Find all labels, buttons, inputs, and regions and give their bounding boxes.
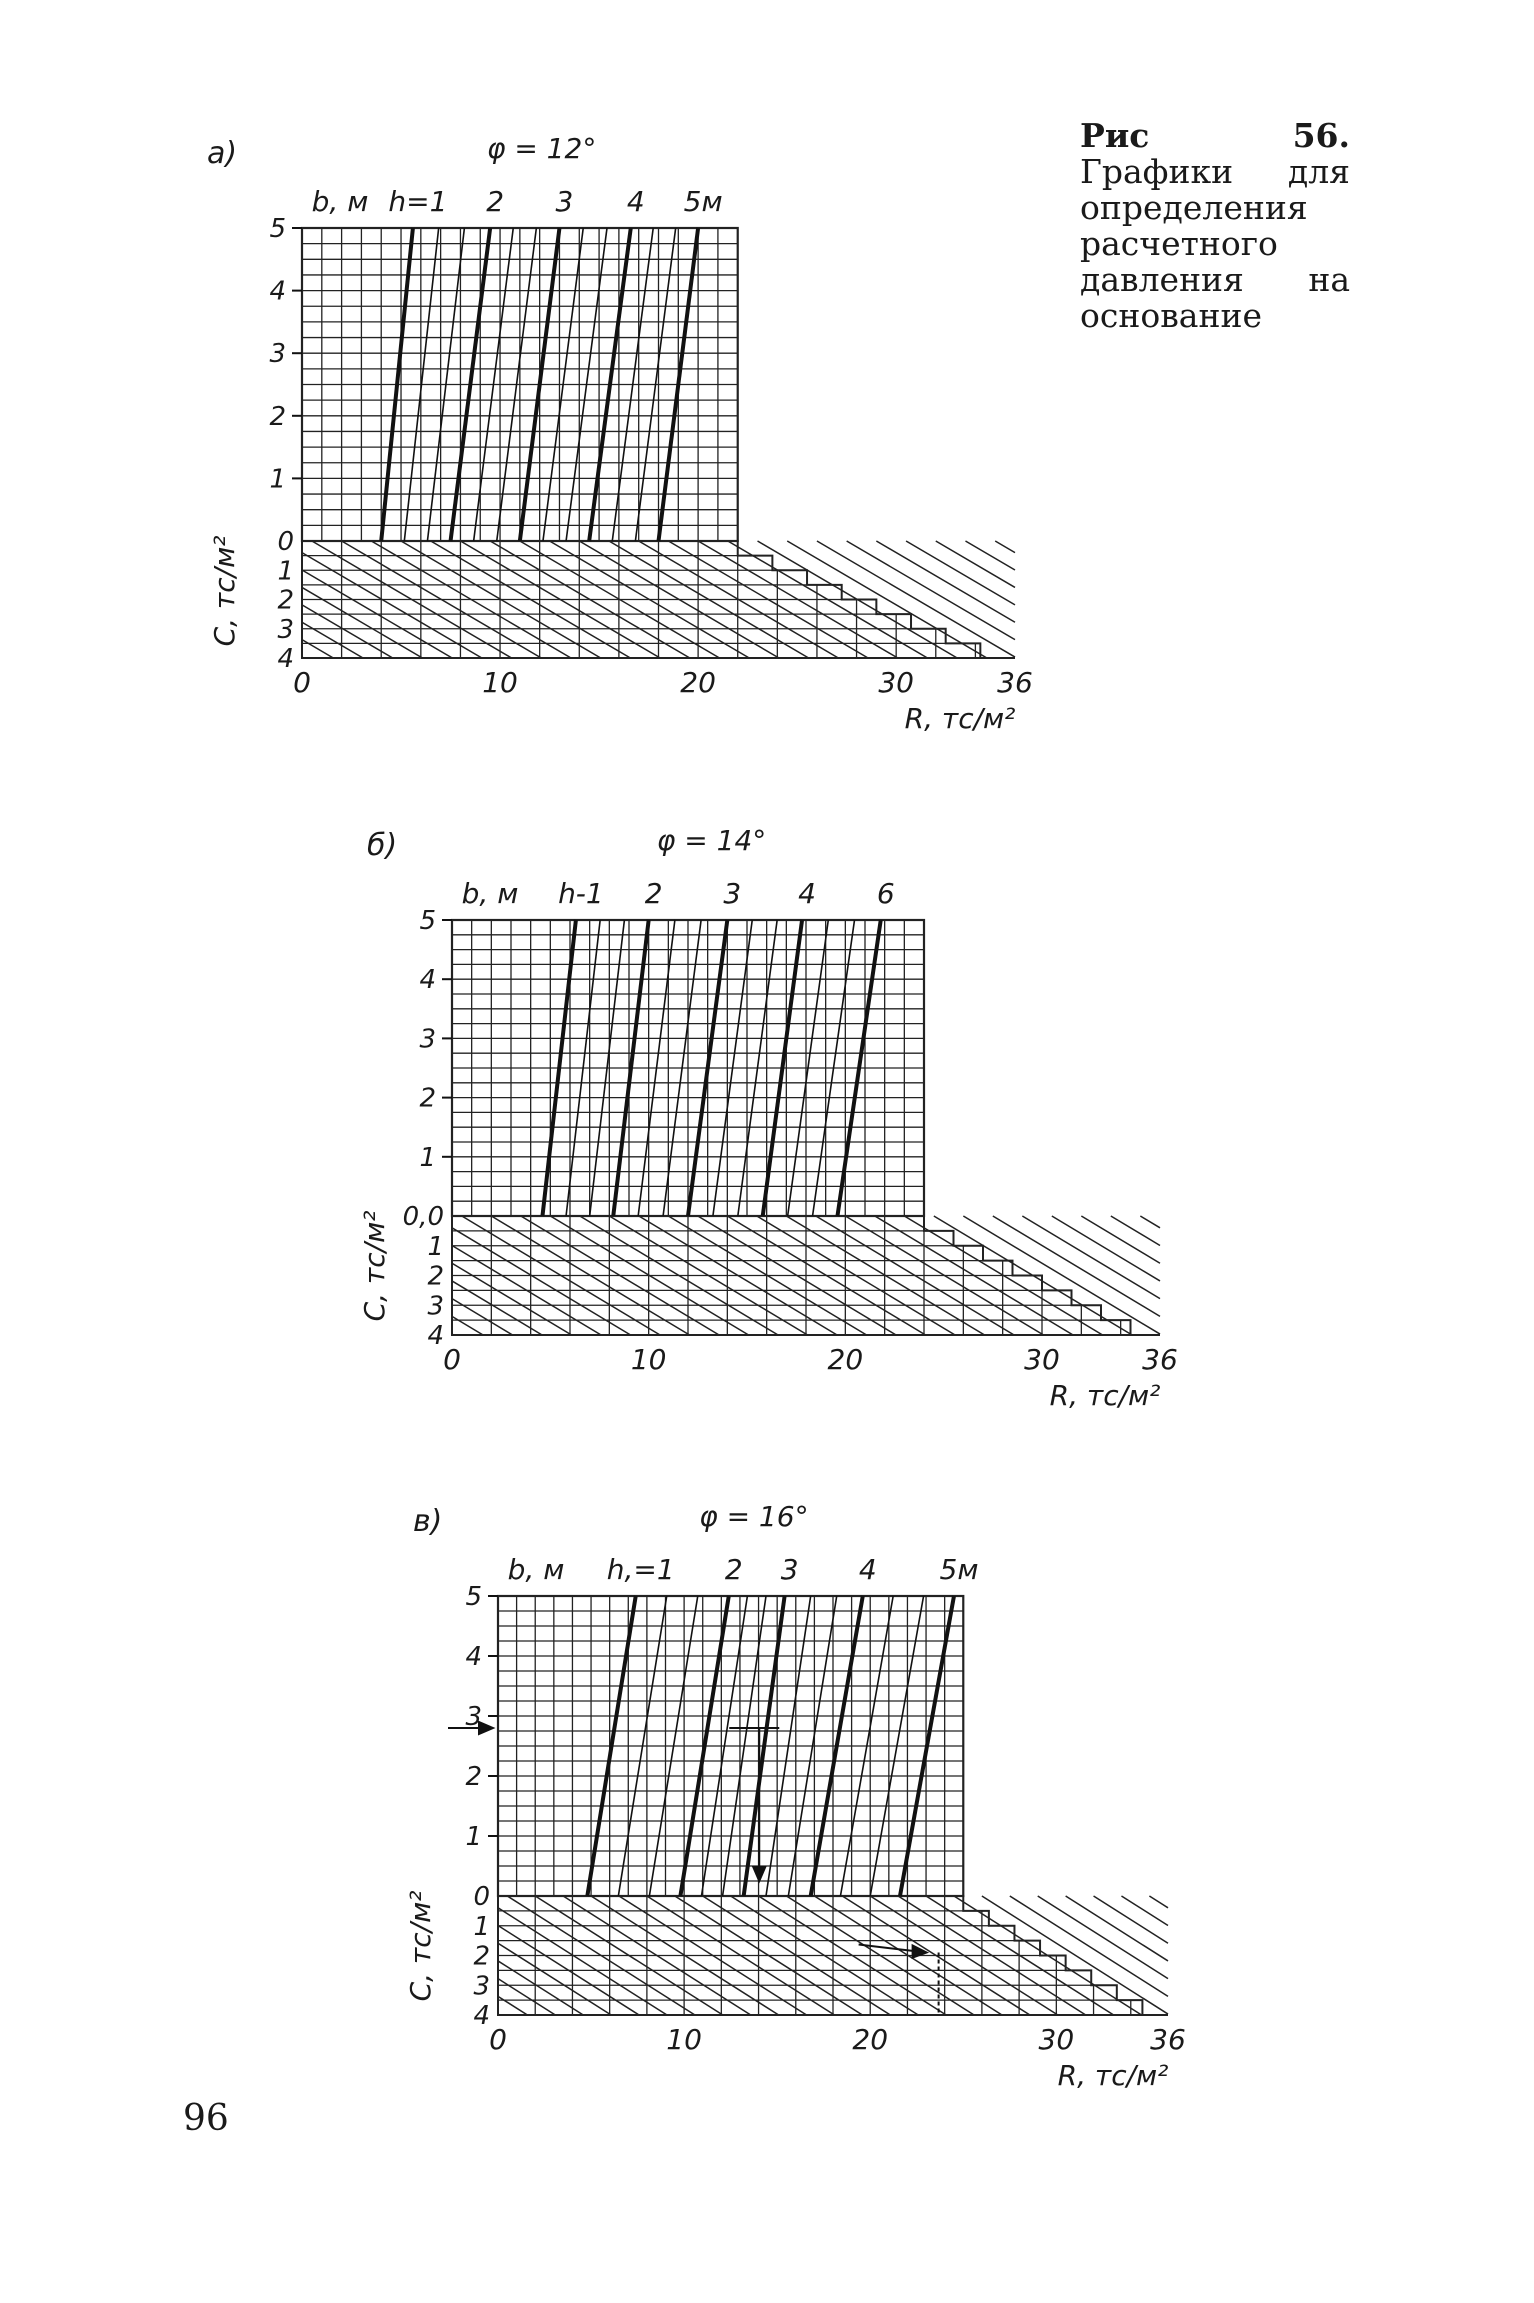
h-label-5: 6 (876, 877, 895, 910)
y-ticks (442, 920, 452, 1157)
upper-grid (452, 920, 924, 1216)
upper-y-tick-label: 2 (465, 1762, 482, 1792)
c-diagonal-line (498, 2014, 499, 2015)
c-diagonal-line (302, 657, 304, 658)
upper-y-tick-label: 5 (419, 906, 436, 936)
caption-text: Графики для определения расчетного давления на основание (1080, 152, 1350, 335)
y-axis-label: С, тс/м² (404, 1890, 437, 2002)
c-diagonal-line (302, 553, 482, 658)
top-axis-label: b, м (311, 185, 369, 218)
panel-label: в) (413, 1504, 443, 1539)
h-label-5: 5м (683, 185, 723, 218)
h-label-1: h-1 (558, 877, 604, 910)
y-ticks (488, 1596, 498, 1836)
x-tick-label: 36 (997, 666, 1033, 699)
c-diagonal-line (936, 541, 1015, 587)
nomogram-panel-2 (358, 824, 1178, 1412)
c-diagonal-line (452, 1299, 513, 1335)
x-tick-label: 30 (878, 666, 914, 699)
lower-y-tick-label: 0 (277, 527, 294, 557)
x-tick-label: 30 (1024, 1343, 1060, 1376)
upper-y-tick-label: 1 (269, 464, 286, 495)
x-tick-label: 10 (666, 2023, 702, 2056)
c-diagonal-line (498, 1996, 527, 2015)
h-label-3: 3 (723, 877, 742, 910)
panel-label: б) (367, 828, 398, 863)
c-diagonal-line (1111, 1216, 1160, 1246)
panel-title: φ = 14° (656, 824, 767, 857)
lower-y-tick-label: 3 (427, 1291, 444, 1322)
h-label-4: 4 (626, 185, 645, 218)
nomogram-panel-1 (207, 132, 1033, 735)
c-diagonal-line (1149, 1896, 1168, 1908)
c-diagonal-line (452, 1263, 572, 1335)
lower-y-tick-label: 1 (473, 1911, 490, 1942)
lower-y-tick-label: 2 (473, 1941, 490, 1972)
c-diagonal-line (302, 605, 393, 658)
c-diagonal-line (1140, 1216, 1160, 1228)
x-tick-label: 0 (443, 1343, 461, 1376)
c-diagonal-line (1081, 1216, 1160, 1263)
x-tick-label: 0 (293, 666, 311, 699)
h-label-4: 4 (798, 877, 816, 910)
upper-y-tick-label: 3 (419, 1024, 436, 1055)
h-label-4: 4 (858, 1553, 877, 1586)
lower-y-tick-label: 4 (473, 2001, 490, 2031)
x-tick-label: 10 (630, 1343, 667, 1376)
x-axis-label: R, тс/м² (1057, 2059, 1169, 2092)
h-label-2: 2 (644, 877, 663, 910)
c-diagonal-line (302, 640, 333, 658)
c-diagonal-line (1094, 1896, 1168, 1943)
c-diagonal-line (1052, 1216, 1160, 1281)
c-diagonal-line (906, 541, 1015, 605)
upper-y-tick-label: 3 (269, 339, 286, 370)
upper-y-tick-label: 3 (465, 1702, 482, 1732)
c-diagonal-line (498, 1908, 667, 2015)
x-tick-label: 0 (489, 2023, 507, 2056)
c-diagonal-line (876, 541, 1015, 622)
page-number: 96 (183, 2098, 229, 2139)
c-diagonal-line (452, 1281, 542, 1335)
lower-y-tick-label: 1 (427, 1231, 444, 1262)
c-diagonal-line (498, 1979, 555, 2015)
x-tick-label: 20 (827, 1343, 864, 1376)
upper-y-tick-label: 5 (465, 1582, 482, 1612)
lower-grid (498, 1896, 1168, 2015)
c-diagonal-line (498, 1943, 611, 2015)
lower-y-tick-label: 4 (427, 1321, 444, 1351)
x-tick-label: 10 (482, 666, 518, 699)
c-diagonal-line (452, 1228, 631, 1335)
example-arrowhead-down (753, 1867, 765, 1881)
y-axis-label: С, тс/м² (208, 535, 241, 647)
lower-y-tick-label: 2 (277, 585, 294, 616)
h-label-3: 3 (555, 185, 574, 218)
x-axis-label: R, тс/м² (904, 702, 1016, 735)
h-label-1: h=1 (388, 185, 448, 218)
lower-y-tick-label: 3 (473, 1971, 490, 2002)
lower-y-tick-label: 3 (277, 614, 294, 645)
example-arrows (448, 1722, 939, 2013)
top-axis-label: b, м (461, 877, 519, 910)
lower-y-tick-label: 2 (427, 1261, 444, 1292)
c-diagonal-line (995, 541, 1015, 553)
c-diagonal-line (452, 1334, 454, 1335)
lower-y-tick-label: 4 (277, 644, 294, 674)
caption-number: Рис 56. (1080, 116, 1350, 155)
panel-title: φ = 12° (486, 132, 597, 165)
h-label-1: h,=1 (606, 1553, 675, 1586)
upper-y-tick-label: 2 (419, 1083, 436, 1114)
h-label-2: 2 (486, 185, 505, 218)
y-ticks (292, 228, 302, 478)
panel-label: а) (207, 136, 238, 171)
x-tick-label: 20 (852, 2023, 889, 2056)
c-diagonal-line (302, 587, 422, 658)
upper-y-tick-label: 4 (269, 276, 286, 307)
upper-grid (302, 228, 738, 541)
y-axis-label: С, тс/м² (358, 1210, 391, 1322)
upper-y-tick-label: 4 (419, 965, 436, 996)
c-diagonal-line (498, 1961, 583, 2015)
lower-grid (452, 1216, 1160, 1335)
x-tick-label: 30 (1038, 2023, 1075, 2056)
upper-y-tick-label: 4 (465, 1642, 482, 1672)
upper-y-tick-label: 1 (465, 1822, 482, 1852)
upper-grid (498, 1596, 963, 1896)
h-label-5: 5м (939, 1553, 979, 1586)
upper-y-tick-label: 1 (419, 1142, 436, 1173)
x-axis-label: R, тс/м² (1049, 1379, 1161, 1412)
c-diagonal-line (452, 1316, 483, 1335)
h-label-3: 3 (780, 1553, 799, 1586)
c-diagonal-line (1038, 1896, 1168, 1979)
lower-y-tick-label: 0,0 (402, 1202, 444, 1232)
h-label-2: 2 (724, 1553, 743, 1586)
nomogram-panel-3 (404, 1500, 1186, 2092)
panel-title: φ = 16° (699, 1500, 809, 1533)
lower-y-tick-label: 0 (473, 1882, 490, 1912)
figure-caption (1080, 118, 1350, 334)
upper-y-tick-label: 2 (269, 401, 286, 432)
c-diagonal-line (1121, 1896, 1168, 1926)
c-diagonal-line (965, 541, 1015, 570)
c-diagonal-line (1066, 1896, 1168, 1961)
x-tick-label: 36 (1142, 1343, 1178, 1376)
lower-grid (302, 541, 1015, 658)
lower-y-tick-label: 1 (277, 556, 294, 587)
c-diagonal-line (302, 622, 363, 658)
top-axis-label: b, м (507, 1553, 565, 1586)
x-tick-label: 20 (680, 666, 716, 699)
x-tick-label: 36 (1150, 2023, 1186, 2056)
upper-y-tick-label: 5 (269, 214, 286, 244)
